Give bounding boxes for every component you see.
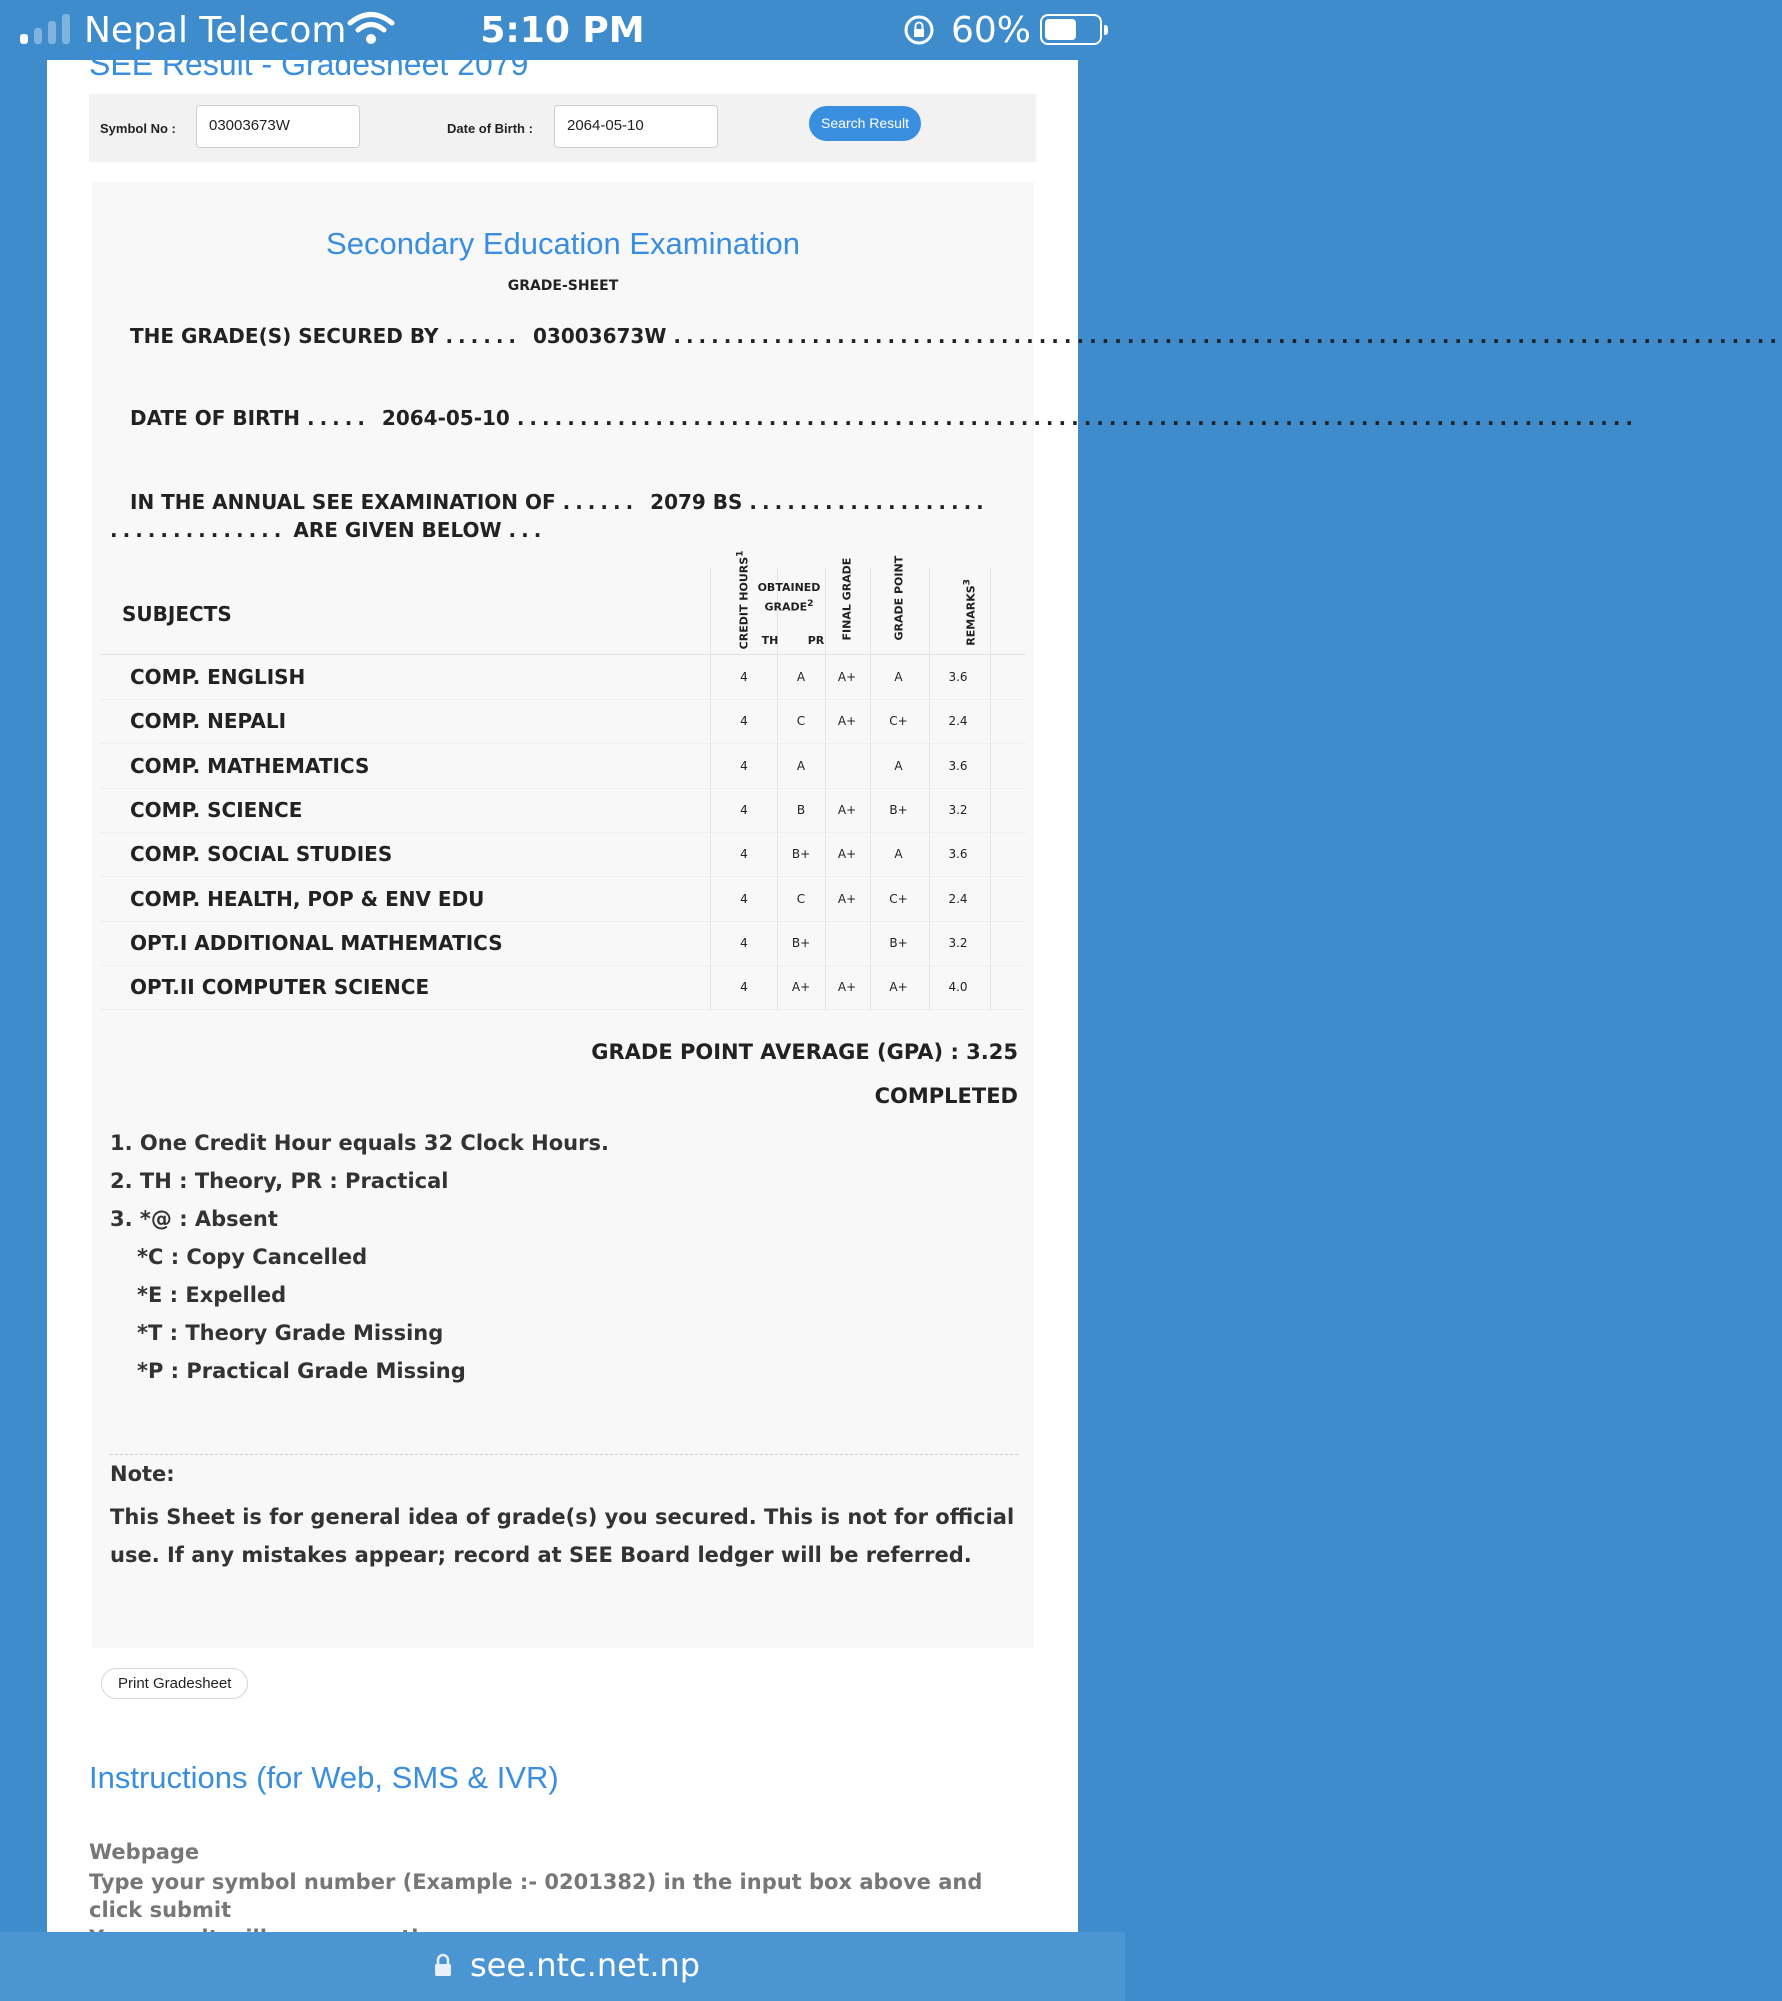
table-row xyxy=(100,788,1026,833)
search-result-button[interactable]: Search Result xyxy=(809,106,921,141)
footnote: 2. TH : Theory, PR : Practical xyxy=(110,1169,449,1193)
table-row xyxy=(100,699,1026,744)
th-cell: A xyxy=(796,670,806,684)
table-row xyxy=(100,921,1026,966)
gp-cell: 3.6 xyxy=(948,758,968,773)
note-heading: Note: xyxy=(110,1462,175,1486)
credit-cell: 4 xyxy=(740,714,748,729)
th-cell: B+ xyxy=(791,847,811,862)
th-cell: C xyxy=(796,714,806,729)
footnote: *P : Practical Grade Missing xyxy=(137,1359,466,1383)
grade-point-header: GRADE POINT xyxy=(892,555,906,641)
secured-by-line: THE GRADE(S) SECURED BY ...... 03003673W ........................................................................................ xyxy=(110,322,1020,350)
final-cell: C+ xyxy=(889,891,908,906)
gp-cell: 3.6 xyxy=(948,670,968,684)
instructions-heading: Instructions (for Web, SMS & IVR) xyxy=(89,1760,559,1795)
th-cell: C xyxy=(796,891,806,906)
final-cell: A xyxy=(894,758,903,773)
divider xyxy=(110,1454,1018,1455)
pr-cell: A+ xyxy=(837,670,857,684)
credit-cell: 4 xyxy=(740,980,748,995)
footnote: *T : Theory Grade Missing xyxy=(137,1321,444,1345)
subject-name: OPT.II COMPUTER SCIENCE xyxy=(130,975,430,1000)
exam-line-label: IN THE ANNUAL SEE EXAMINATION OF xyxy=(130,490,556,514)
subject-name: COMP. ENGLISH xyxy=(130,665,306,689)
footnotes xyxy=(110,1124,609,1390)
subjects-header: SUBJECTS xyxy=(122,602,232,626)
th-cell: A+ xyxy=(791,980,811,995)
pr-cell: A+ xyxy=(837,714,857,729)
credit-cell: 4 xyxy=(740,891,748,906)
dob-line-label: DATE OF BIRTH xyxy=(130,406,300,430)
print-gradesheet-button[interactable]: Print Gradesheet xyxy=(101,1668,248,1699)
webpage-instructions: Type your symbol number (Example :- 0201382) in the input box above and click submit xyxy=(89,1870,983,1922)
table-row xyxy=(100,877,1026,922)
th-cell: B xyxy=(796,802,806,817)
footnote: *C : Copy Cancelled xyxy=(137,1245,368,1269)
status-time: 5:10 PM xyxy=(480,10,645,51)
given-below: ARE GIVEN BELOW xyxy=(293,518,502,542)
search-form xyxy=(89,94,1036,162)
subject-name: COMP. NEPALI xyxy=(130,709,287,734)
credit-cell: 4 xyxy=(740,670,748,684)
dob-line-value: 2064-05-10 xyxy=(381,406,510,430)
gp-cell: 2.4 xyxy=(948,891,968,906)
gpa-value: GRADE POINT AVERAGE (GPA) : 3.25 xyxy=(591,1040,1018,1064)
exam-year: 2079 BS xyxy=(650,490,743,514)
symbol-input[interactable]: 03003673W xyxy=(196,105,360,148)
table-row xyxy=(100,965,1026,1010)
th-cell: B+ xyxy=(791,935,811,950)
final-cell: A xyxy=(894,847,903,862)
dob-label: Date of Birth : xyxy=(447,121,533,136)
subject-name: OPT.I ADDITIONAL MATHEMATICS xyxy=(130,930,503,955)
subject-name: COMP. MATHEMATICS xyxy=(130,753,370,778)
grade-sheet xyxy=(92,182,1782,1648)
footnote: *E : Expelled xyxy=(137,1283,287,1307)
carrier-name: Nepal Telecom xyxy=(84,10,347,51)
final-cell: C+ xyxy=(889,714,908,729)
credit-hours-header: CREDIT HOURS$^1$ xyxy=(734,550,751,650)
credit-cell: 4 xyxy=(740,802,748,817)
gp-cell: 4.0 xyxy=(948,980,968,995)
webpage-heading: Webpage xyxy=(89,1840,200,1864)
url-text[interactable]: see.ntc.net.np xyxy=(470,1946,701,1984)
dob-input[interactable]: 2064-05-10 xyxy=(554,105,718,148)
exam-line: IN THE ANNUAL SEE EXAMINATION OF ...... 2079 BS ................... .............. ARE GIVEN BELOW ... xyxy=(110,490,989,542)
subject-name: COMP. HEALTH, POP & ENV EDU xyxy=(130,886,485,911)
credit-cell: 4 xyxy=(740,758,748,773)
credit-cell: 4 xyxy=(740,935,748,950)
url-bar[interactable] xyxy=(0,1932,1125,2001)
result-status: COMPLETED xyxy=(874,1084,1018,1108)
battery-percent: 60% xyxy=(951,10,1032,51)
table-row xyxy=(100,655,1026,700)
remarks-header: REMARKS$^3$ xyxy=(961,578,978,646)
orientation-lock-icon xyxy=(903,14,935,46)
sheet-subtitle: GRADE-SHEET xyxy=(507,278,619,294)
final-grade-header: FINAL GRADE xyxy=(840,557,854,641)
final-cell: A+ xyxy=(889,980,908,995)
pr-cell: A+ xyxy=(837,980,857,995)
final-cell: B+ xyxy=(889,802,908,817)
symbol-label: Symbol No : xyxy=(100,121,176,136)
secured-by-label: THE GRADE(S) SECURED BY xyxy=(130,324,439,348)
page-title: SEE Result - Gradesheet 2079 xyxy=(89,46,529,82)
table-row xyxy=(100,832,1026,877)
gp-cell: 3.6 xyxy=(948,847,968,862)
secured-by-symbol: 03003673W xyxy=(533,324,667,348)
page-content xyxy=(47,46,1782,1932)
obtained-grade-header: OBTAINED GRADE$^2$ xyxy=(757,581,821,614)
final-cell: B+ xyxy=(889,935,908,950)
note-text: This Sheet is for general idea of grade(s) you secured. This is not for official use. If any mistakes appear; record at SEE Board ledger will be referred. xyxy=(110,1505,1015,1567)
pr-cell: A+ xyxy=(837,891,857,906)
pr-cell: A+ xyxy=(837,847,857,862)
th-header: TH xyxy=(761,634,779,647)
gp-cell: 3.2 xyxy=(948,935,968,950)
subject-name: COMP. SOCIAL STUDIES xyxy=(130,842,393,867)
pr-header: PR xyxy=(807,634,825,647)
table-row xyxy=(100,744,1026,789)
battery-icon xyxy=(1040,14,1102,45)
footnote: 3. *@ : Absent xyxy=(110,1207,278,1231)
pr-cell: A+ xyxy=(837,802,857,817)
table-header xyxy=(100,550,1026,655)
lock-icon xyxy=(434,1954,452,1976)
sheet-title: Secondary Education Examination xyxy=(326,226,800,261)
footnote: 1. One Credit Hour equals 32 Clock Hours. xyxy=(110,1131,609,1155)
th-cell: A xyxy=(796,758,806,773)
credit-cell: 4 xyxy=(740,847,748,862)
gp-cell: 2.4 xyxy=(948,714,968,729)
gp-cell: 3.2 xyxy=(948,802,968,817)
final-cell: A xyxy=(894,670,903,684)
subject-name: COMP. SCIENCE xyxy=(130,797,303,822)
dob-line: DATE OF BIRTH ..... 2064-05-10 ......................................................................................... xyxy=(110,404,1020,432)
